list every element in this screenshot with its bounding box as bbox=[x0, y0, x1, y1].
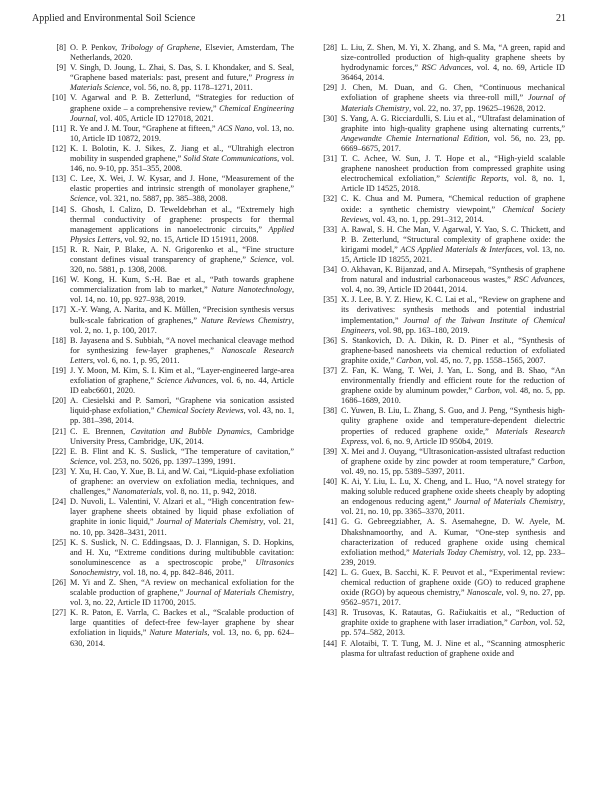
reference-venue: Scientific Reports bbox=[445, 174, 507, 184]
reference-entry bbox=[309, 265, 565, 295]
reference-details: , vol. 56, no. 23, pp. 6669–6675, 2017. bbox=[341, 133, 565, 153]
reference-authors-title: T. C. Achee, W. Sun, J. T. Hope et al., “High-yield scalable graphene nanosheet production from compressed graphite using electrochemical exfoliation,” bbox=[341, 154, 565, 184]
reference-authors-title: C. Lee, X. Wei, J. W. Kysar, and J. Hone, “Measurement of the elastic properties and intrinsic strength of monolayer graphene,” bbox=[70, 174, 294, 194]
reference-details: , vol. 45, no. 7, pp. 1558–1565, 2007. bbox=[421, 355, 546, 365]
reference-details: , Elsevier, Amsterdam, The Netherlands, 2020. bbox=[70, 43, 294, 63]
reference-details: , vol. 9, no. 27, pp. 9562–9571, 2017. bbox=[341, 588, 566, 608]
reference-details: , vol. 6, no. 44, Article ID eabc6601, 2020. bbox=[70, 376, 295, 396]
reference-authors-title: R. Trusovas, K. Ratautas, G. Račiukaitis et al., “Reduction of graphite oxide to graphene with laser irradiation,” bbox=[341, 608, 565, 628]
reference-authors-title: S. Yang, A. G. Ricciardulli, S. Liu et al., “Ultrafast delamination of graphite into high-quality graphene using alternating currents,” bbox=[341, 113, 565, 133]
reference-venue: Journal of Materials Chemistry bbox=[341, 93, 565, 113]
reference-venue: Chemical Society Reviews bbox=[341, 204, 565, 224]
reference-number: [43] bbox=[323, 608, 337, 618]
reference-entry bbox=[38, 538, 294, 578]
reference-authors-title: X.-Y. Wang, A. Narita, and K. Müllen, “Precision synthesis versus bulk-scale fabrication of graphenes,” bbox=[70, 305, 294, 325]
reference-venue: Journal of Materials Chemistry bbox=[185, 588, 292, 598]
reference-details: , vol. 8, no. 11, p. 942, 2018. bbox=[161, 487, 257, 497]
reference-authors-title: G. G. Gebreegziabher, A. S. Asemahegne, D. W. Ayele, M. Dhakshnamoorthy, and A. Kumar, “One-step synthesis and characterization of reduced graphene oxide using chemical exfoliation method,” bbox=[341, 517, 565, 557]
reference-authors-title: D. Nuvoli, L. Valentini, V. Alzari et al., “High concentration few-layer graphene sheets obtained by liquid phase exfoliation of graphite in ionic liquid,” bbox=[70, 497, 294, 527]
reference-details: , vol. 48, no. 5, pp. 1686–1689, 2010. bbox=[341, 386, 566, 406]
reference-venue: Carbon bbox=[396, 355, 422, 365]
reference-number: [23] bbox=[52, 466, 66, 476]
reference-number: [22] bbox=[52, 446, 66, 456]
reference-entry bbox=[309, 568, 565, 608]
reference-authors-title: L. G. Guex, B. Sacchi, K. F. Peuvot et al., “Experimental review: chemical reduction of graphene oxide (GO) to reduced graphene oxide (RGO) by aqueous chemistry,” bbox=[341, 567, 565, 598]
reference-entry bbox=[309, 406, 565, 446]
reference-authors-title: M. Yi and Z. Shen, “A review on mechanical exfoliation for the scalable production of graphene,” bbox=[70, 577, 294, 598]
reference-number: [17] bbox=[52, 305, 66, 315]
reference-entry bbox=[38, 93, 294, 123]
reference-venue: Science bbox=[250, 254, 276, 264]
reference-authors-title: O. Akhavan, K. Bijanzad, and A. Mirsepah, “Synthesis of graphene from natural and industrial carbonaceous wastes,” bbox=[341, 265, 565, 285]
reference-entry bbox=[309, 517, 565, 567]
reference-number: [26] bbox=[52, 577, 66, 587]
reference-details: , vol. 14, no. 10, pp. 927–938, 2019. bbox=[70, 285, 294, 305]
reference-number: [9] bbox=[56, 63, 66, 73]
reference-details: , vol. 4, no. 69, Article ID 36464, 2014. bbox=[341, 63, 565, 83]
reference-number: [39] bbox=[323, 446, 337, 456]
reference-number: [35] bbox=[323, 295, 337, 305]
reference-venue: Cavitation and Bubble Dynamics bbox=[130, 426, 250, 436]
reference-number: [12] bbox=[52, 143, 66, 153]
reference-authors-title: J. Chen, M. Duan, and G. Chen, “Continuous mechanical exfoliation of graphene sheets via three-roll mill,” bbox=[341, 83, 565, 103]
reference-entry bbox=[38, 336, 294, 366]
reference-entry bbox=[309, 336, 565, 366]
reference-details: , vol. 22, no. 37, pp. 19625–19628, 2012. bbox=[409, 103, 546, 113]
reference-details: , vol. 21, no. 10, pp. 3365–3370, 2011. bbox=[341, 497, 565, 517]
reference-entry bbox=[38, 275, 294, 305]
reference-venue: RSC Advances bbox=[421, 63, 472, 73]
reference-authors-title: B. Jayasena and S. Subbiah, “A novel mechanical cleavage method for synthesizing few-layer graphenes,” bbox=[70, 335, 294, 355]
reference-authors-title: C. E. Brennen, bbox=[70, 426, 131, 436]
reference-authors-title: K. Ai, Y. Liu, L. Lu, X. Cheng, and L. Huo, “A novel strategy for making soluble reduced graphene oxide sheets cheaply by adopting an endogenous reducing agent,” bbox=[341, 477, 565, 507]
reference-entry bbox=[38, 124, 294, 144]
reference-entry bbox=[38, 366, 294, 396]
reference-number: [37] bbox=[323, 366, 337, 375]
reference-number: [14] bbox=[52, 204, 66, 214]
reference-number: [10] bbox=[52, 93, 66, 103]
reference-authors-title: O. P. Penkov, bbox=[70, 43, 121, 52]
reference-details: , vol. 18, no. 4, pp. 842–846, 2011. bbox=[118, 567, 235, 577]
reference-venue: Nature Nanotechnology bbox=[211, 285, 292, 295]
reference-number: [21] bbox=[52, 426, 66, 436]
reference-entry bbox=[38, 578, 294, 608]
reference-entry bbox=[38, 205, 294, 245]
reference-number: [28] bbox=[323, 43, 337, 52]
reference-number: [36] bbox=[323, 335, 337, 345]
reference-authors-title: V. Singh, D. Joung, L. Zhai, S. Das, S. I. Khondaker, and S. Seal, “Graphene based materials: past, present and future,” bbox=[70, 63, 294, 83]
reference-authors-title: X. Mei and J. Ouyang, “Ultrasonication-assisted ultrafast reduction of graphene oxide by zinc powder at room temperature,” bbox=[341, 446, 565, 466]
reference-authors-title: C. Yuwen, B. Liu, L. Zhang, S. Guo, and J. Peng, “Synthesis high-qulity graphene oxide and temperature-dependent dielectric properties of reduced graphene oxide,” bbox=[341, 406, 565, 436]
reference-entry bbox=[309, 83, 565, 113]
reference-entry bbox=[38, 497, 294, 537]
reference-details: , vol. 405, Article ID 127018, 2021. bbox=[95, 113, 214, 123]
reference-details: , vol. 98, pp. 163–180, 2019. bbox=[374, 325, 470, 335]
reference-venue: Nanoscale Research Letters bbox=[70, 345, 295, 365]
reference-venue: Solid State Communications bbox=[183, 154, 278, 164]
reference-entry bbox=[38, 467, 294, 497]
reference-venue: Nature Materials bbox=[149, 628, 208, 638]
reference-venue: Ultrasonics Sonochemistry bbox=[70, 557, 294, 577]
reference-entry bbox=[38, 174, 294, 204]
reference-venue: Journal of the Taiwan Institute of Chemical Engineers bbox=[341, 315, 565, 335]
reference-entry bbox=[309, 194, 565, 224]
reference-details: , vol. 43, no. 1, pp. 291–312, 2014. bbox=[368, 214, 484, 224]
reference-entry bbox=[309, 154, 565, 194]
reference-entry bbox=[309, 114, 565, 154]
reference-number: [25] bbox=[52, 537, 66, 547]
reference-authors-title: W. Kong, H. Kum, S.-H. Bae et al., “Path towards graphene commercialization from lab to market,” bbox=[70, 275, 294, 295]
reference-number: [40] bbox=[323, 477, 337, 487]
reference-authors-title: R. Ye and J. M. Tour, “Graphene at fifteen,” bbox=[70, 123, 218, 133]
reference-entry bbox=[38, 63, 294, 93]
reference-authors-title: Z. Fan, K. Wang, T. Wei, J. Yan, L. Song, and B. Shao, “An environmentally friendly and efficient route for the reduction of graphene oxide by aluminum powder,” bbox=[341, 366, 565, 396]
reference-number: [18] bbox=[52, 335, 66, 345]
reference-details: , vol. 4, no. 39, Article ID 20441, 2014. bbox=[341, 275, 565, 295]
reference-details: , Cambridge University Press, Cambridge, UK, 2014. bbox=[70, 426, 294, 446]
reference-entry bbox=[38, 447, 294, 467]
reference-authors-title: X. J. Lee, B. Y. Z. Hiew, K. C. Lai et al., “Review on graphene and its derivatives: synthesis methods and potential industrial implementation,” bbox=[341, 295, 565, 325]
reference-venue: Science bbox=[70, 456, 96, 466]
reference-venue: Carbon bbox=[537, 456, 563, 466]
reference-authors-title: R. R. Nair, P. Blake, A. N. Grigorenko et al., “Fine structure constant defines visual transparency of graphene,” bbox=[70, 244, 294, 264]
reference-authors-title: S. Ghosh, I. Calizo, D. Teweldebrhan et al., “Extremely high thermal conductivity of graphene: prospects for thermal management applications in nanoelectronic circuits,” bbox=[70, 204, 294, 234]
reference-venue: Angewandte Chemie International Edition bbox=[341, 133, 488, 143]
reference-details: , vol. 52, pp. 574–582, 2013. bbox=[341, 618, 565, 638]
reference-venue: Nature Reviews Chemistry bbox=[200, 315, 292, 325]
reference-number: [20] bbox=[52, 396, 66, 406]
reference-authors-title: K. I. Bolotin, K. J. Sikes, Z. Jiang et al., “Ultrahigh electron mobility in suspended graphene,” bbox=[70, 143, 294, 164]
running-header-journal: Applied and Environmental Soil Science bbox=[32, 13, 196, 24]
reference-details: , vol. 320, no. 5881, p. 1308, 2008. bbox=[70, 254, 294, 275]
reference-venue: Progress in Materials Science bbox=[70, 73, 294, 93]
reference-details: , vol. 12, pp. 233–239, 2019. bbox=[341, 547, 566, 567]
reference-details: , vol. 21, no. 10, pp. 3428–3431, 2011. bbox=[70, 517, 294, 537]
reference-authors-title: A. Ciesielski and P. Samorì, “Graphene via sonication assisted liquid-phase exfoliation,” bbox=[70, 396, 294, 416]
reference-details: , vol. 3, no. 22, Article ID 11700, 2015. bbox=[70, 588, 295, 608]
reference-number: [34] bbox=[323, 265, 337, 275]
reference-details: , vol. 43, no. 1, pp. 381–398, 2014. bbox=[70, 406, 295, 426]
reference-entry bbox=[309, 225, 565, 265]
reference-authors-title: Y. Xu, H. Cao, Y. Xue, B. Li, and W. Cai, “Liquid-phase exfoliation of graphene: an overview on exfoliation media, techniques, and challenges,” bbox=[70, 466, 294, 497]
reference-venue: Science bbox=[70, 194, 96, 204]
reference-venue: Chemical Engineering Journal bbox=[70, 103, 295, 123]
reference-details: , vol. 56, no. 8, pp. 1178–1271, 2011. bbox=[129, 83, 253, 93]
reference-entry bbox=[38, 608, 294, 648]
reference-details: , vol. 8, no. 1, Article ID 14525, 2018. bbox=[341, 174, 565, 194]
reference-venue: Tribology of Graphene bbox=[120, 43, 200, 52]
reference-number: [42] bbox=[323, 567, 337, 577]
reference-details: , vol. 13, no. 10, Article ID 10872, 2019. bbox=[70, 123, 295, 143]
reference-authors-title: F. Alotaibi, T. T. Tung, M. J. Nine et al., “Scanning atmospheric plasma for ultrafast reduction of graphene oxide and bbox=[341, 638, 565, 658]
reference-number: [27] bbox=[52, 608, 66, 618]
reference-venue: Chemical Society Reviews bbox=[156, 406, 244, 416]
reference-venue: Carbon bbox=[474, 386, 500, 396]
reference-venue: Science Advances bbox=[156, 376, 217, 386]
reference-details: , vol. 6, no. 1, p. 95, 2011. bbox=[92, 355, 180, 365]
reference-number: [30] bbox=[323, 113, 337, 123]
reference-authors-title: K. R. Paton, E. Varrla, C. Backes et al., “Scalable production of large quantities of defect-free few-layer graphene by shear exfoliation in liquids,” bbox=[70, 608, 294, 638]
reference-number: [32] bbox=[323, 194, 337, 204]
reference-number: [19] bbox=[52, 366, 66, 375]
reference-venue: Nanomaterials bbox=[112, 487, 162, 497]
reference-venue: ACS Applied Materials & Interfaces bbox=[400, 244, 523, 254]
reference-authors-title: L. Liu, Z. Shen, M. Yi, X. Zhang, and S. Ma, “A green, rapid and size-controlled production of high-quality graphene sheets by hydrodynamic forces,” bbox=[341, 43, 565, 73]
reference-authors-title: C. K. Chua and M. Pumera, “Chemical reduction of graphene oxide: a synthetic chemistry viewpoint,” bbox=[341, 194, 565, 214]
reference-authors-title: A. Rawal, S. H. Che Man, V. Agarwal, Y. Yao, S. C. Thickett, and P. B. Zetterlund, “Structural complexity of graphene oxide: the kirigami model,” bbox=[341, 224, 565, 254]
reference-number: [33] bbox=[323, 224, 337, 234]
reference-details: , vol. 6, no. 9, Article ID 950b4, 2019. bbox=[366, 436, 494, 446]
reference-entry bbox=[38, 305, 294, 335]
reference-number: [38] bbox=[323, 406, 337, 416]
reference-entry bbox=[309, 447, 565, 477]
reference-authors-title: V. Agarwal and P. B. Zetterlund, “Strategies for reduction of graphene oxide – a comprehensive review,” bbox=[70, 93, 294, 113]
reference-venue: Materials Today Chemistry bbox=[412, 547, 504, 557]
reference-entry bbox=[309, 295, 565, 335]
reference-number: [15] bbox=[52, 244, 66, 254]
reference-venue: Applied Physics Letters bbox=[70, 224, 294, 244]
reference-number: [31] bbox=[323, 154, 337, 164]
reference-entry bbox=[309, 477, 565, 517]
reference-venue: ACS Nano bbox=[217, 123, 253, 133]
reference-details: , vol. 2, no. 1, p. 100, 2017. bbox=[70, 315, 294, 335]
reference-details: , vol. 92, no. 15, Article ID 151911, 2008. bbox=[120, 234, 259, 244]
reference-entry bbox=[309, 608, 565, 638]
reference-number: [13] bbox=[52, 174, 66, 184]
reference-venue: Journal of Materials Chemistry bbox=[156, 517, 264, 527]
reference-number: [24] bbox=[52, 497, 66, 507]
reference-number: [11] bbox=[52, 123, 66, 133]
reference-authors-title: K. S. Suslick, N. C. Eddingsaas, D. J. Flannigan, S. D. Hopkins, and H. Xu, “Extreme conditions during multibubble cavitation: sonoluminescence as a spectroscopic probe,” bbox=[70, 537, 294, 567]
reference-number: [8] bbox=[56, 43, 66, 52]
reference-entry bbox=[309, 43, 565, 83]
reference-details: , vol. 253, no. 5026, pp. 1397–1399, 1991. bbox=[95, 456, 236, 466]
references-right-column bbox=[309, 43, 565, 659]
reference-authors-title: J. Y. Moon, M. Kim, S. I. Kim et al., “Layer-engineered large-area exfoliation of graphene,” bbox=[70, 366, 294, 386]
references-left-column bbox=[38, 43, 294, 649]
reference-entry bbox=[38, 245, 294, 275]
reference-venue: Nanoscale bbox=[466, 588, 502, 598]
reference-entry bbox=[38, 43, 294, 63]
reference-details: , vol. 321, no. 5887, pp. 385–388, 2008. bbox=[95, 194, 228, 204]
reference-entry bbox=[309, 366, 565, 406]
reference-number: [29] bbox=[323, 83, 337, 93]
reference-number: [16] bbox=[52, 275, 66, 285]
reference-entry bbox=[38, 144, 294, 174]
reference-venue: Journal of Materials Chemistry bbox=[454, 497, 563, 507]
reference-venue: Carbon bbox=[510, 618, 536, 628]
page-number: 21 bbox=[556, 13, 566, 24]
reference-details: , vol. 13, no. 15, Article ID 18255, 2021. bbox=[341, 244, 565, 264]
reference-authors-title: E. B. Flint and K. S. Suslick, “The temperature of cavitation,” bbox=[70, 446, 294, 456]
reference-venue: RSC Advances bbox=[513, 275, 563, 285]
reference-number: [41] bbox=[323, 517, 337, 527]
reference-number: [44] bbox=[323, 638, 337, 648]
reference-authors-title: S. Stankovich, D. A. Dikin, R. D. Piner et al., “Synthesis of graphene-based nanosheets via chemical reduction of exfoliated graphite oxide,” bbox=[341, 335, 565, 365]
reference-entry bbox=[38, 396, 294, 426]
reference-details: , vol. 13, no. 6, pp. 624–630, 2014. bbox=[70, 628, 294, 648]
reference-details: , vol. 146, no. 9-10, pp. 351–355, 2008. bbox=[70, 154, 294, 174]
reference-venue: Materials Research Express bbox=[341, 426, 565, 446]
reference-details: , vol. 49, no. 15, pp. 5389–5397, 2011. bbox=[341, 456, 565, 476]
reference-entry bbox=[38, 427, 294, 447]
reference-entry bbox=[309, 639, 565, 659]
